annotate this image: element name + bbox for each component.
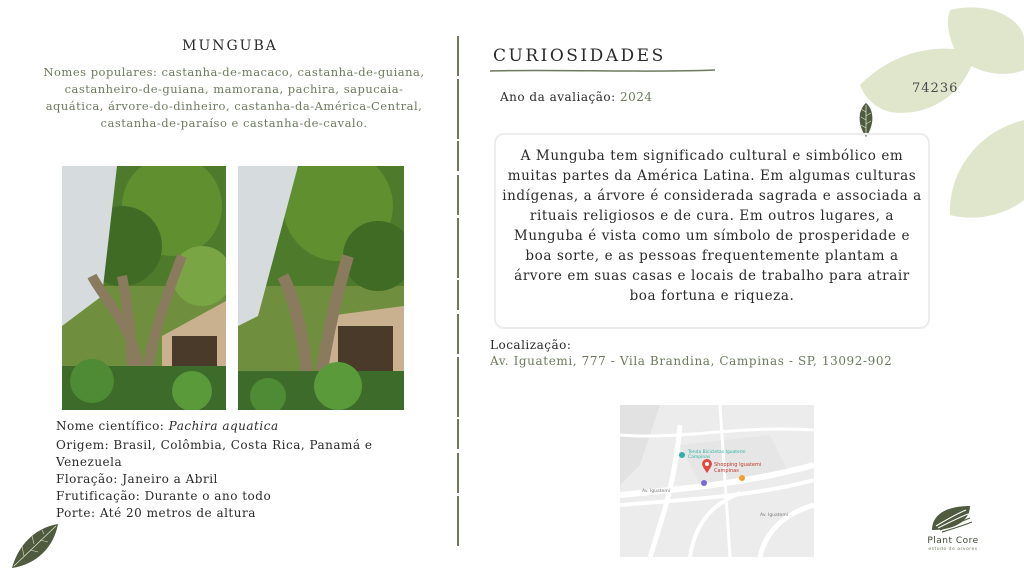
flowering: Floração: Janeiro a Abril bbox=[56, 472, 218, 486]
record-code: 74236 bbox=[912, 81, 959, 96]
popular-names: Nomes populares: castanha-de-macaco, castanha-de-guiana, castanheiro-de-guiana, mamorana, pachira, sapucaia-aquática, árvore-do-dinheiro, castanha-da-América-Central, castanha-de-paraíso e castanha-de-cavalo. bbox=[43, 65, 425, 130]
evaluation-year-value: 2024 bbox=[619, 90, 653, 104]
evaluation-year: Ano da avaliação: 2024 bbox=[500, 90, 653, 104]
map-pin-icon bbox=[702, 459, 712, 473]
plant-details bbox=[56, 418, 416, 522]
map-label-street-2: Av. Iguatemi bbox=[760, 513, 788, 518]
map-label-bike-store: Tenda Bicicletas Iguatemi Campinas bbox=[688, 450, 746, 460]
location-map[interactable] bbox=[620, 405, 814, 557]
location-address: Av. Iguatemi, 777 - Vila Brandina, Campinas - SP, 13092-902 bbox=[490, 354, 893, 368]
fruiting: Frutificação: Durante o ano todo bbox=[56, 489, 272, 503]
curiosity-text: A Munguba tem significado cultural e simbólico em muitas partes da América Latina. Em algumas culturas indígenas, a árvore é considerada sagrada e associada a rituais religiosos e de cura. Em outros lugares, a Munguba é vista como um símbolo de prosperidade e boa sorte, e as pessoas frequentemente plantam a árvore em suas casas e locais de trabalho para atrair boa fortuna e riqueza. bbox=[502, 148, 922, 304]
brand-tagline: estudo de arvores bbox=[928, 547, 978, 552]
brand-name: Plant Core bbox=[927, 536, 979, 546]
scientific-name: Nome científico: Pachira aquatica bbox=[56, 419, 279, 433]
plant-core-logo bbox=[918, 500, 988, 534]
title-underline bbox=[490, 68, 715, 74]
origin: Origem: Brasil, Colômbia, Costa Rica, Panamá e Venezuela bbox=[56, 438, 373, 469]
scientific-name-value: Pachira aquatica bbox=[168, 419, 279, 433]
vertical-divider bbox=[456, 36, 460, 546]
map-label-street: Av. Iguatemi bbox=[642, 489, 670, 494]
plant-title: MUNGUBA bbox=[182, 38, 278, 54]
map-label-shopping: Shopping Iguatemi Campinas bbox=[714, 462, 762, 474]
size: Porte: Até 20 metros de altura bbox=[56, 506, 256, 520]
tree-photo-2 bbox=[238, 166, 404, 410]
leaf-icon bbox=[10, 522, 60, 570]
location-label: Localização: bbox=[490, 338, 572, 352]
tree-photo-1 bbox=[62, 166, 226, 410]
section-title: CURIOSIDADES bbox=[493, 46, 666, 66]
